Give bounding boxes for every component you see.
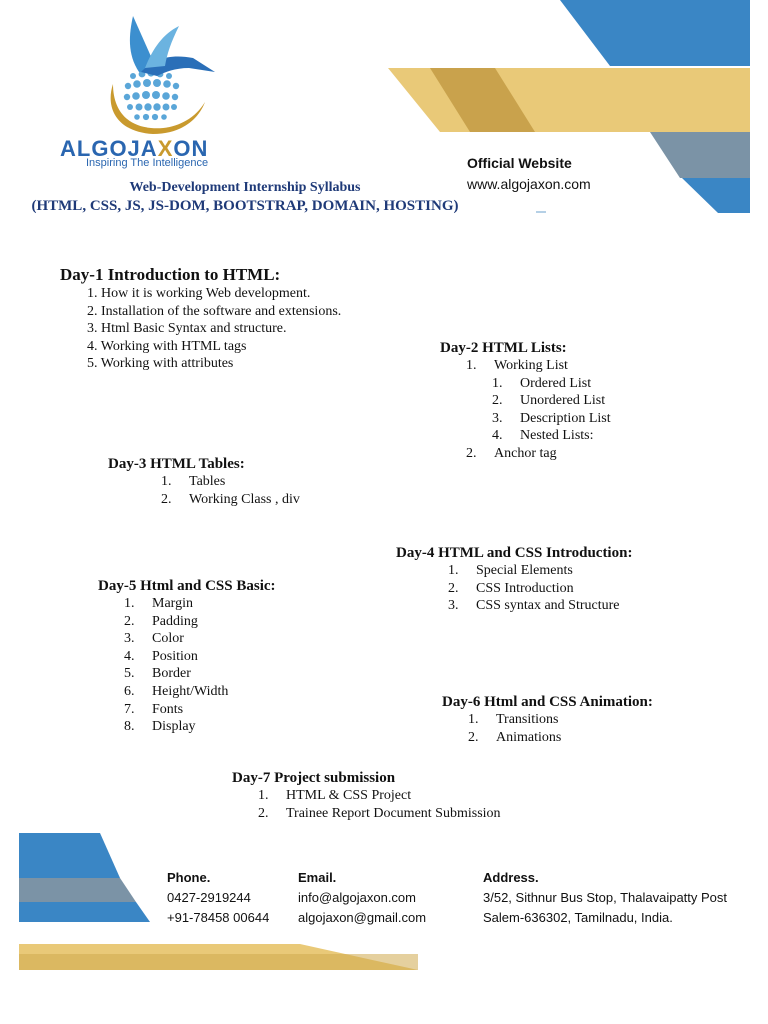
list-item: 2. Working Class , div [161, 491, 300, 507]
list-item: 1. Special Elements [448, 563, 573, 578]
phone-label: Phone. [167, 870, 211, 885]
list-item: 4. Position [124, 648, 198, 664]
list-item: 1. Ordered List [492, 375, 592, 391]
day-6-title: Day-6 Html and CSS Animation: [442, 694, 653, 710]
day-5-list [124, 595, 228, 736]
address-line-1: 3/52, Sithnur Bus Stop, Thalavaipatty Post [483, 890, 728, 905]
footer-steel-band [19, 878, 136, 902]
website-url: www.algojaxon.com [467, 176, 591, 192]
email-1: info@algojaxon.com [298, 890, 416, 905]
website-label: Official Website [467, 155, 572, 171]
list-item: 2. CSS Introduction [448, 580, 574, 596]
list-item: 3. Color [124, 631, 184, 647]
list-item: 1. Transitions [468, 712, 559, 727]
list-item: 1. Working List [466, 358, 568, 373]
footer-blue-band-lower [19, 902, 150, 922]
list-item: 3. CSS syntax and Structure [448, 598, 620, 614]
day-7-list [258, 787, 501, 822]
list-item: 2. Animations [468, 729, 562, 745]
email-label: Email. [298, 870, 337, 885]
brand-name: ALGOJAXON [60, 136, 209, 161]
list-item: 4. Working with HTML tags [87, 338, 247, 354]
list-item: 2. Unordered List [492, 393, 606, 409]
address-line-2: Salem-636302, Tamilnadu, India. [483, 910, 673, 925]
list-item: 2. Installation of the software and extensions. [87, 303, 342, 319]
list-item: 1. HTML & CSS Project [258, 788, 412, 803]
day-2-list [466, 357, 611, 463]
list-item: 2. Trainee Report Document Submission [258, 805, 501, 821]
steel-band [650, 132, 750, 178]
logo-emblem-icon [95, 14, 220, 139]
day-4-list [448, 562, 620, 615]
list-item: 5. Border [124, 666, 191, 682]
list-item: 5. Working with attributes [87, 356, 234, 372]
email-2: algojaxon@gmail.com [298, 910, 427, 925]
day-1-list [87, 285, 341, 373]
list-item: 3. Description List [492, 410, 611, 426]
day-3-title: Day-3 HTML Tables: [108, 456, 245, 472]
blue-band [560, 0, 750, 66]
day-3-list [161, 473, 300, 508]
list-item: 7. Fonts [124, 701, 184, 717]
list-item: 3. Html Basic Syntax and structure. [87, 321, 287, 337]
list-item: 1. Tables [161, 474, 226, 489]
list-item: 4. Nested Lists: [492, 428, 594, 444]
phone-number-2: +91-78458 00644 [167, 910, 270, 925]
day-7-title: Day-7 Project submission [232, 770, 396, 786]
blue-band-lower [682, 178, 750, 213]
list-item: 8. Display [124, 719, 196, 735]
list-item: 1. Margin [124, 596, 193, 611]
list-item: 1. How it is working Web development. [87, 286, 311, 301]
day-5-title: Day-5 Html and CSS Basic: [98, 578, 276, 594]
day-4-title: Day-4 HTML and CSS Introduction: [396, 545, 633, 561]
syllabus-topics: (HTML, CSS, JS, JS-DOM, BOOTSTRAP, DOMAIN, HOSTING) [31, 198, 459, 214]
day-6-list [468, 711, 561, 746]
list-item: 2. Anchor tag [466, 445, 557, 461]
syllabus-title: Web-Development Internship Syllabus [129, 180, 361, 195]
footer-gold-band-shade [19, 954, 418, 970]
day-1-title: Day-1 Introduction to HTML: [60, 265, 281, 284]
phone-number-1: 0427-2919244 [167, 890, 251, 905]
brand-tagline: Inspiring The Intelligence [86, 157, 209, 169]
list-item: 2. Padding [124, 613, 198, 629]
address-label: Address. [483, 870, 539, 885]
footer-blue-band [19, 833, 120, 878]
list-item: 6. Height/Width [124, 683, 229, 699]
day-2-title: Day-2 HTML Lists: [440, 340, 567, 356]
